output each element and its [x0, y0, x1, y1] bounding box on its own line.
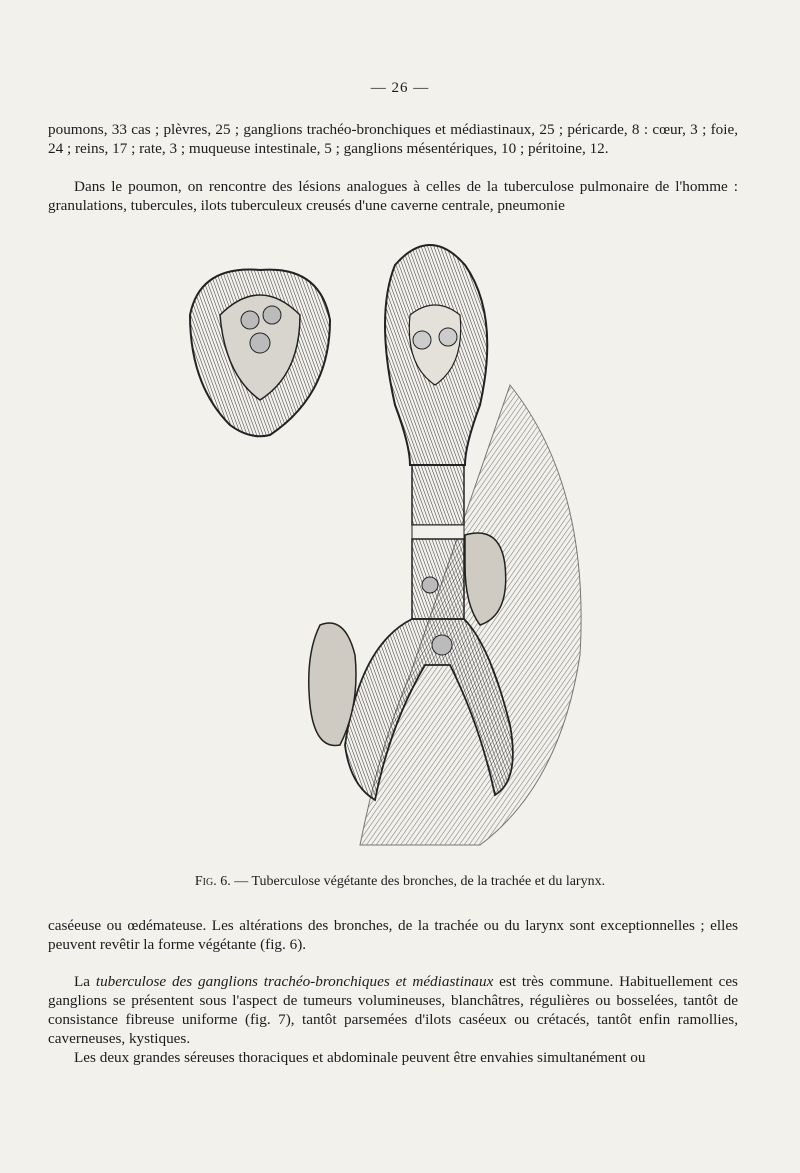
figure-caption-text: — Tuberculose végétante des bronches, de la trachée et du larynx. [234, 874, 606, 889]
page-number: — 26 — [370, 80, 430, 96]
p4-italic-term: tuberculose des ganglions trachéo-bronchiques et médiastinaux [95, 973, 494, 990]
figure-label: Fig. 6. [194, 874, 231, 889]
paragraph-organ-counts: poumons, 33 cas ; plèvres, 25 ; ganglions trachéo-bronchiques et médiastinaux, 25 ; péricarde, 8 : cœur, 3 ; foie, 24 ; reins, 17 ; rate, 3 ; muqueuse intestinale, 5 ; ganglions mésentériques, 10 ; péritoine, 12. [48, 121, 738, 157]
paragraph-sereuses: Les deux grandes séreuses thoraciques et abdominale peuvent être envahies simultanément ou [74, 1049, 646, 1066]
paragraph-ganglions [48, 972, 738, 1048]
paragraph-bronchi-alterations: caséeuse ou œdémateuse. Les altérations des bronches, de la trachée ou du larynx sont exceptionnelles ; elles peuvent revêtir la forme végétante (fig. 6). [48, 917, 738, 953]
p4-prefix: La [74, 973, 96, 990]
p4-rest: est très commune. Habituellement ces ganglions se présentent sous l'aspect de tumeurs volumineuses, blanchâtres, régulières ou bosselées, tantôt de consistance fibreuse uniforme (fig. 7), tantôt parsemées d'ilots caséeux ou crétacés, tantôt enfin ramollies, caverneuses, kystiques. [48, 973, 738, 1047]
larynx-top-view [190, 270, 330, 437]
paragraph-lung-lesions: Dans le poumon, on rencontre des lésions analogues à celles de la tuberculose pulmonaire de l'homme : granulations, tubercules, ilots tuberculeux creusés d'une caverne centrale, pneumonie [48, 178, 738, 214]
figure-6-illustration [180, 225, 600, 865]
figure-caption [0, 874, 800, 890]
trachea-specimen [309, 245, 581, 845]
